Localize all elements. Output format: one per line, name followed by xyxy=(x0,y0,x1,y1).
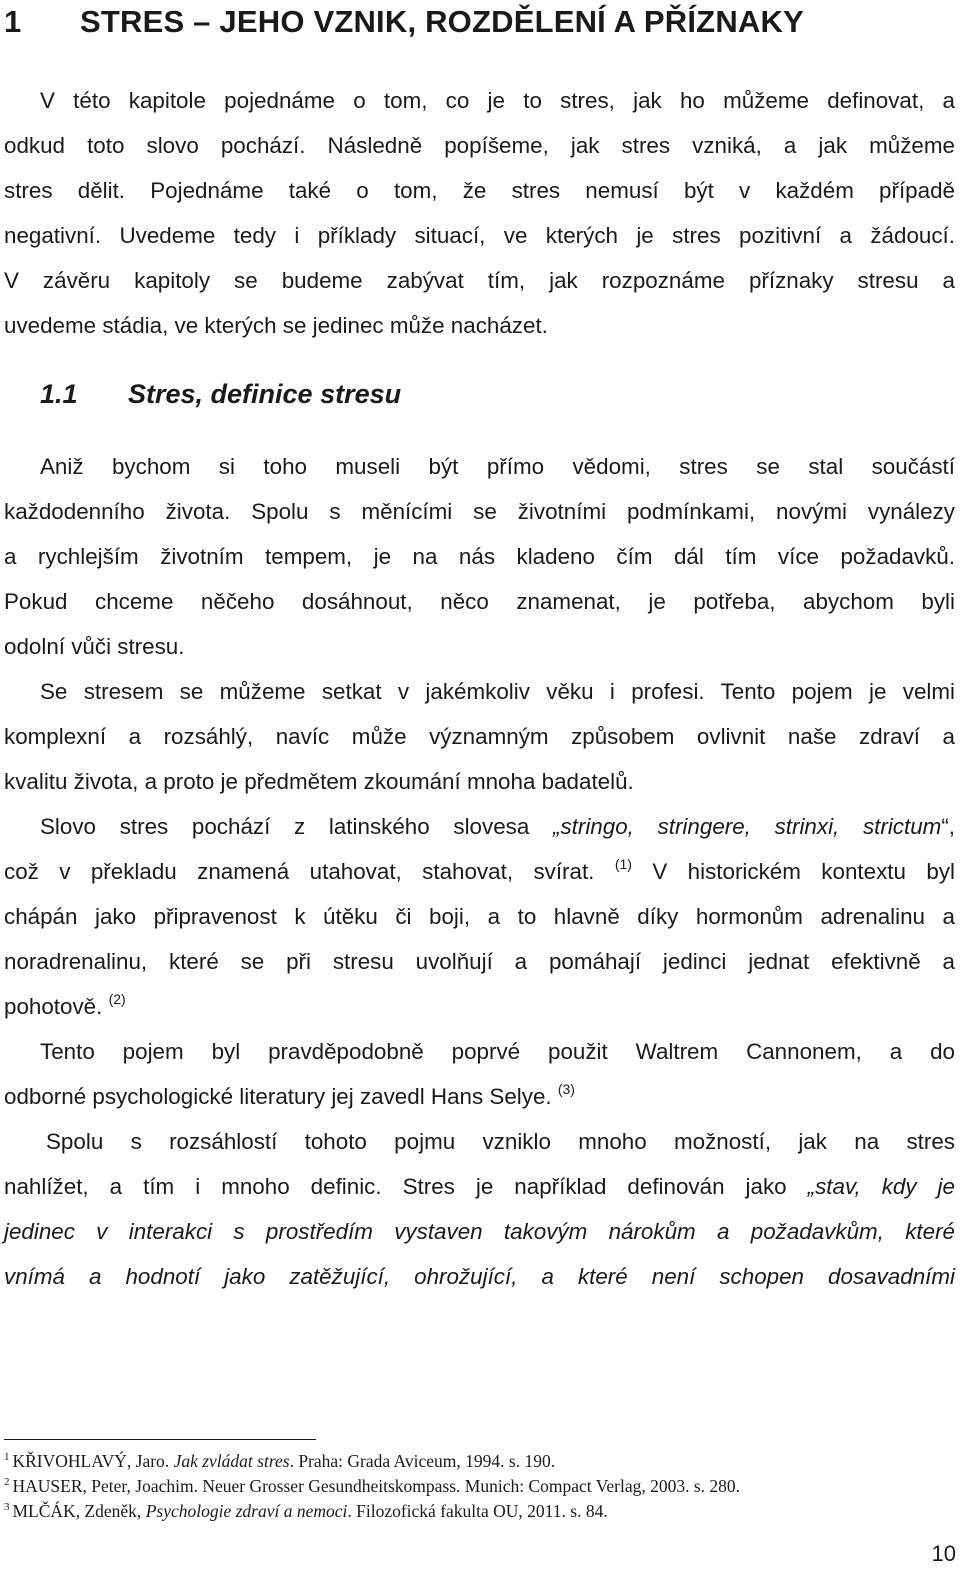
body-line: a rychlejším životním tempem, je na nás kladeno čím dál tím více požadavků. xyxy=(4,544,955,569)
definition-quote: „stav, kdy je xyxy=(807,1174,955,1199)
body-text: V historickém kontextu byl xyxy=(652,859,955,884)
section-number: 1.1 xyxy=(40,379,78,409)
body-line xyxy=(4,1082,955,1114)
footnote xyxy=(4,1500,608,1525)
footnote-text: HAUSER, Peter, Joachim. Neuer Grosser Gesundheitskompass. Munich: Compact Verlag, 2003. s. 280. xyxy=(12,1476,741,1496)
body-line: vnímá a hodnotí jako zatěžující, ohrožující, a které není schopen dosavadními xyxy=(4,1264,955,1289)
footnote-title: Psychologie zdraví a nemoci xyxy=(145,1501,348,1521)
chapter-number: 1 xyxy=(4,4,22,39)
footnote-text: KŘIVOHLAVÝ, Jaro. xyxy=(12,1451,174,1471)
footnote-text: MLČÁK, Zdeněk, xyxy=(12,1501,146,1521)
citation-ref: (3) xyxy=(557,1081,575,1097)
body-line: jedinec v interakci s prostředím vystaven takovým nárokům a požadavkům, které xyxy=(4,1219,955,1244)
body-text: nahlížet, a tím i mnoho definic. Stres je například definován jako xyxy=(4,1174,808,1199)
chapter-heading xyxy=(4,2,804,42)
body-line: Se stresem se můžeme setkat v jakémkoliv věku i profesi. Tento pojem je velmi xyxy=(40,679,955,704)
body-line: kvalitu života, a proto je předmětem zkoumání mnoha badatelů. xyxy=(4,769,634,794)
intro-line: uvedeme stádia, ve kterých se jedinec může nacházet. xyxy=(4,313,548,338)
body-line: noradrenalinu, které se při stresu uvolňují a pomáhají jedinci jednat efektivně a xyxy=(4,949,955,974)
footnote-number: 3 xyxy=(4,1501,10,1513)
footnote-number: 2 xyxy=(4,1476,10,1488)
body-text: Slovo stres pochází z latinského slovesa xyxy=(40,814,553,839)
body-line xyxy=(4,857,955,889)
body-text: pohotově. xyxy=(4,994,103,1019)
intro-line: V závěru kapitoly se budeme zabývat tím, jak rozpoznáme příznaky stresu a xyxy=(4,268,955,293)
body-line: Tento pojem byl pravděpodobně poprvé použit Waltrem Cannonem, a do xyxy=(40,1039,955,1064)
latin-verb: „stringo, stringere, strinxi, strictum xyxy=(553,814,942,839)
footnote xyxy=(4,1450,555,1475)
body-line: komplexní a rozsáhlý, navíc může významným způsobem ovlivnit naše zdraví a xyxy=(4,724,955,749)
chapter-title: STRES – JEHO VZNIK, ROZDĚLENÍ A PŘÍZNAKY xyxy=(80,4,804,39)
body-line: každodenního života. Spolu s měnícími se životními podmínkami, novými vynálezy xyxy=(4,499,955,524)
body-line xyxy=(4,992,955,1024)
intro-line: negativní. Uvedeme tedy i příklady situací, ve kterých je stres pozitivní a žádoucí. xyxy=(4,223,955,248)
intro-line: odkud toto slovo pochází. Následně popíšeme, jak stres vzniká, a jak můžeme xyxy=(4,133,955,158)
body-text: odborné psychologické literatury jej zavedl Hans Selye. xyxy=(4,1084,552,1109)
intro-line: stres dělit. Pojednáme také o tom, že stres nemusí být v každém případě xyxy=(4,178,955,203)
footnote-number: 1 xyxy=(4,1451,10,1463)
section-title: Stres, definice stresu xyxy=(128,379,402,409)
section-heading xyxy=(40,374,401,414)
citation-ref: (1) xyxy=(614,856,632,872)
body-line xyxy=(40,812,955,842)
footnote-text: . Praha: Grada Aviceum, 1994. s. 190. xyxy=(289,1451,556,1471)
body-line: odolní vůči stresu. xyxy=(4,634,185,659)
body-line: Aniž bychom si toho museli být přímo vědomi, stres se stal součástí xyxy=(40,454,955,479)
page-number: 10 xyxy=(931,1541,956,1566)
footnote-text: . Filozofická fakulta OU, 2011. s. 84. xyxy=(347,1501,608,1521)
footnote-separator xyxy=(4,1439,316,1440)
footnote-title: Jak zvládat stres xyxy=(173,1451,290,1471)
intro-line: V této kapitole pojednáme o tom, co je to stres, jak ho můžeme definovat, a xyxy=(40,88,955,113)
body-line: Pokud chceme něčeho dosáhnout, něco znamenat, je potřeba, abychom byli xyxy=(4,589,955,614)
footnote xyxy=(4,1475,740,1500)
body-line: Spolu s rozsáhlostí tohoto pojmu vzniklo mnoho možností, jak na stres xyxy=(46,1129,955,1154)
citation-ref: (2) xyxy=(108,991,126,1007)
body-text: “, xyxy=(941,814,956,839)
body-text: což v překladu znamená utahovat, stahovat, svírat. xyxy=(4,859,595,884)
body-line xyxy=(4,1172,955,1202)
body-line: chápán jako připravenost k útěku či boji, a to hlavně díky hormonům adrenalinu a xyxy=(4,904,955,929)
